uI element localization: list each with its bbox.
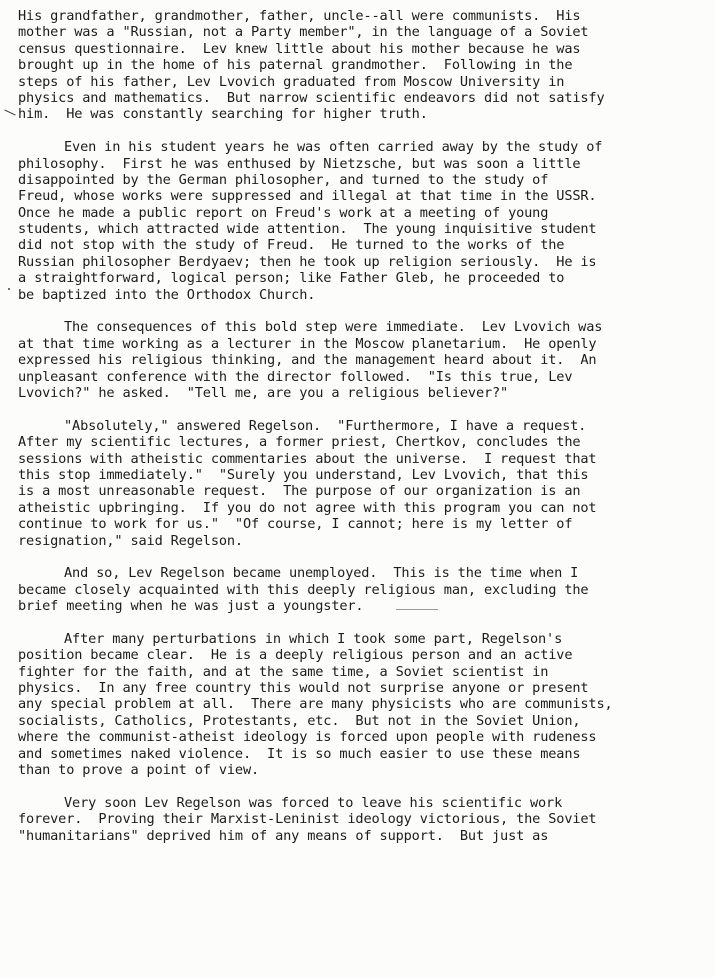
text-line: unpleasant conference with the director followed. "Is this true, Lev [18, 368, 573, 385]
paragraph [18, 418, 708, 549]
text-line: steps of his father, Lev Lvovich graduated from Moscow University in [18, 73, 565, 90]
text-line: census questionnaire. Lev knew little about his mother because he was [18, 40, 581, 57]
text-line: a straightforward, logical person; like Father Gleb, he proceeded to [18, 270, 565, 287]
text-line: socialists, Catholics, Protestants, etc. But not in the Soviet Union, [18, 712, 581, 729]
text-line: fighter for the faith, and at the same time, a Soviet scientist in [18, 663, 549, 680]
text-line: than to prove a point of view. [18, 761, 260, 778]
text-line: position became clear. He is a deeply religious person and an active [18, 647, 573, 664]
text-line: expressed his religious thinking, and the management heard about it. An [18, 352, 597, 369]
text-line: and sometimes naked violence. It is so much easier to use these means [18, 745, 581, 762]
text-line: "humanitarians" deprived him of any means of support. But just as [18, 827, 549, 844]
paragraph [18, 139, 708, 303]
paragraph [18, 565, 708, 614]
text-line: did not stop with the study of Freud. He turned to the works of the [18, 237, 565, 254]
text-line: And so, Lev Regelson became unemployed. This is the time when I [64, 565, 579, 582]
text-line: brought up in the home of his paternal grandmother. Following in the [18, 57, 573, 74]
text-line: continue to work for us." "Of course, I cannot; here is my letter of [18, 516, 573, 533]
text-line: became closely acquainted with this deeply religious man, excluding the [18, 581, 589, 598]
text-line: The consequences of this bold step were immediate. Lev Lvovich was [64, 319, 603, 336]
text-line: Russian philosopher Berdyaev; then he took up religion seriously. He is [18, 253, 597, 270]
text-line: sessions with atheistic commentaries about the universe. I request that [18, 450, 597, 467]
text-line: After my scientific lectures, a former priest, Chertkov, concludes the [18, 434, 581, 451]
text-line: is a most unreasonable request. The purpose of our organization is an [18, 483, 581, 500]
text-line: any special problem at all. There are many physicists who are communists, [18, 696, 613, 713]
paragraph [18, 8, 708, 123]
typewritten-text [18, 8, 708, 860]
text-line: physics and mathematics. But narrow scientific endeavors did not satisfy [18, 89, 605, 106]
text-line: disappointed by the German philosopher, and turned to the study of [18, 171, 549, 188]
paragraph [18, 319, 708, 401]
text-line: Very soon Lev Regelson was forced to leave his scientific work [64, 794, 563, 811]
text-line: atheistic upbringing. If you do not agree with this program you can not [18, 499, 597, 516]
text-line: Once he made a public report on Freud's work at a meeting of young [18, 204, 549, 221]
text-line: brief meeting when he was just a youngster. [18, 598, 364, 615]
text-line: be baptized into the Orthodox Church. [18, 286, 316, 303]
text-line: "Absolutely," answered Regelson. "Furthermore, I have a request. [64, 417, 587, 434]
text-line: at that time working as a lecturer in the Moscow planetarium. He openly [18, 335, 597, 352]
text-line: philosophy. First he was enthused by Nietzsche, but was soon a little [18, 155, 581, 172]
text-line: After many perturbations in which I took some part, Regelson's [64, 630, 563, 647]
text-line: him. He was constantly searching for higher truth. [18, 106, 428, 123]
text-line: His grandfather, grandmother, father, uncle--all were communists. His [18, 8, 581, 24]
text-line: mother was a "Russian, not a Party member", in the language of a Soviet [18, 24, 589, 41]
text-line: Freud, whose works were suppressed and illegal at that time in the USSR. [18, 188, 597, 205]
margin-pen-mark [4, 110, 15, 116]
text-line: students, which attracted wide attention. The young inquisitive student [18, 221, 597, 238]
text-line: where the communist-atheist ideology is forced upon people with rudeness [18, 729, 597, 746]
paragraph [18, 795, 708, 844]
text-line: resignation," said Regelson. [18, 532, 243, 549]
text-line: Even in his student years he was often carried away by the study of [64, 139, 603, 156]
paragraph [18, 631, 708, 779]
text-line: this stop immediately." "Surely you understand, Lev Lvovich, that this [18, 466, 589, 483]
margin-dot-mark [8, 288, 10, 290]
text-line: forever. Proving their Marxist-Leninist ideology victorious, the Soviet [18, 811, 597, 828]
text-line: physics. In any free country this would not surprise anyone or present [18, 680, 589, 697]
text-line: Lvovich?" he asked. "Tell me, are you a religious believer?" [18, 384, 509, 401]
